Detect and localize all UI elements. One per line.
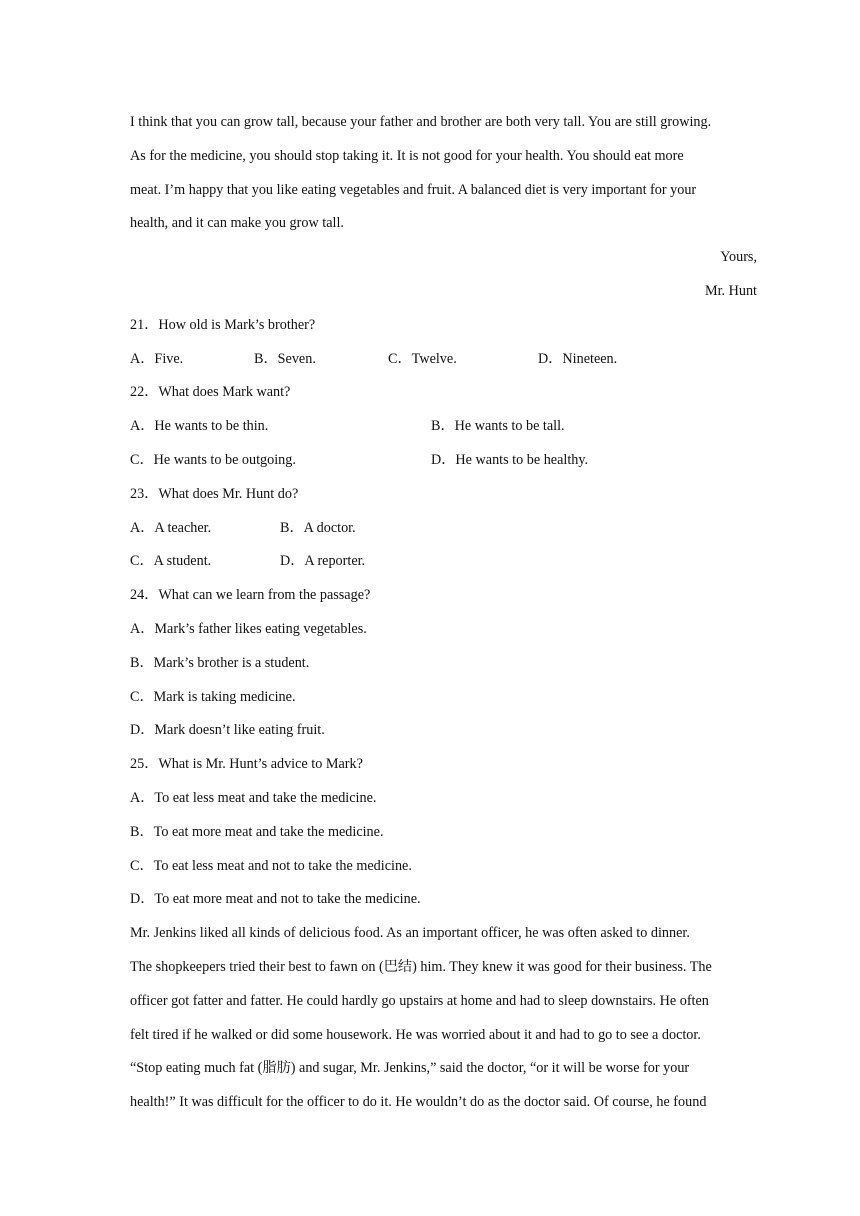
letter-closing: Yours, bbox=[720, 249, 757, 266]
question-25 bbox=[130, 748, 757, 917]
option-row bbox=[130, 343, 757, 377]
question-23 bbox=[130, 478, 757, 579]
letter-line: I think that you can grow tall, because your father and brother are both very tall. You are still growing. bbox=[130, 114, 712, 130]
passage-line: officer got fatter and fatter. He could hardly go upstairs at home and had to sleep downstairs. He often bbox=[130, 992, 709, 1009]
option-row bbox=[130, 545, 757, 579]
question-stem: 23．What does Mr. Hunt do? bbox=[130, 485, 299, 502]
letter-line: health, and it can make you grow tall. bbox=[130, 215, 344, 232]
option-c: C．To eat less meat and not to take the medicine. bbox=[130, 857, 412, 874]
question-stem: 21．How old is Mark’s brother? bbox=[130, 316, 316, 333]
option-d: D．Nineteen. bbox=[538, 350, 618, 367]
option-c: C．Mark is taking medicine. bbox=[130, 688, 296, 705]
option-b: B．To eat more meat and take the medicine. bbox=[130, 823, 384, 840]
document-page bbox=[130, 106, 757, 1120]
option-b: B．Seven. bbox=[254, 350, 316, 367]
option-d: D．To eat more meat and not to take the medicine. bbox=[130, 891, 421, 908]
option-a: A．A teacher. bbox=[130, 519, 212, 536]
question-21 bbox=[130, 309, 757, 377]
question-24 bbox=[130, 579, 757, 748]
question-stem: 25．What is Mr. Hunt’s advice to Mark? bbox=[130, 756, 363, 773]
letter-line: meat. I’m happy that you like eating vegetables and fruit. A balanced diet is very important for your bbox=[130, 181, 697, 198]
option-c: C．A student. bbox=[130, 553, 212, 570]
option-a: A．Mark’s father likes eating vegetables. bbox=[130, 620, 367, 637]
option-c: C．Twelve. bbox=[388, 350, 457, 367]
passage-line: “Stop eating much fat (脂肪) and sugar, Mr. Jenkins,” said the doctor, “or it will be worse for your bbox=[130, 1060, 690, 1077]
option-b: B．Mark’s brother is a student. bbox=[130, 654, 310, 671]
option-a: A．To eat less meat and take the medicine. bbox=[130, 789, 377, 806]
option-a: A．Five. bbox=[130, 350, 184, 367]
option-a: A．He wants to be thin. bbox=[130, 418, 269, 435]
option-row bbox=[130, 444, 757, 478]
option-d: D．A reporter. bbox=[280, 553, 366, 570]
option-b: B．He wants to be tall. bbox=[431, 418, 565, 435]
letter-line: As for the medicine, you should stop taking it. It is not good for your health. You should eat more bbox=[130, 147, 684, 164]
passage-line: health!” It was difficult for the officer to do it. He wouldn’t do as the doctor said. Of course, he found bbox=[130, 1094, 707, 1111]
letter-body bbox=[130, 106, 757, 309]
question-stem: 22．What does Mark want? bbox=[130, 384, 291, 401]
letter-signature: Mr. Hunt bbox=[704, 282, 757, 299]
passage-line: The shopkeepers tried their best to fawn on (巴结) him. They knew it was good for their business. The bbox=[130, 958, 712, 975]
option-d: D．Mark doesn’t like eating fruit. bbox=[130, 722, 325, 739]
option-row bbox=[130, 410, 757, 444]
option-row bbox=[130, 512, 757, 546]
passage-line: Mr. Jenkins liked all kinds of delicious food. As an important officer, he was often asked to dinner. bbox=[130, 925, 690, 942]
option-c: C．He wants to be outgoing. bbox=[130, 451, 296, 468]
reading-passage bbox=[130, 917, 757, 1120]
passage-line: felt tired if he walked or did some housework. He was worried about it and had to go to see a doctor. bbox=[130, 1026, 701, 1043]
option-b: B．A doctor. bbox=[280, 519, 356, 536]
question-stem: 24．What can we learn from the passage? bbox=[130, 587, 371, 604]
question-22 bbox=[130, 376, 757, 477]
option-d: D．He wants to be healthy. bbox=[431, 451, 589, 468]
